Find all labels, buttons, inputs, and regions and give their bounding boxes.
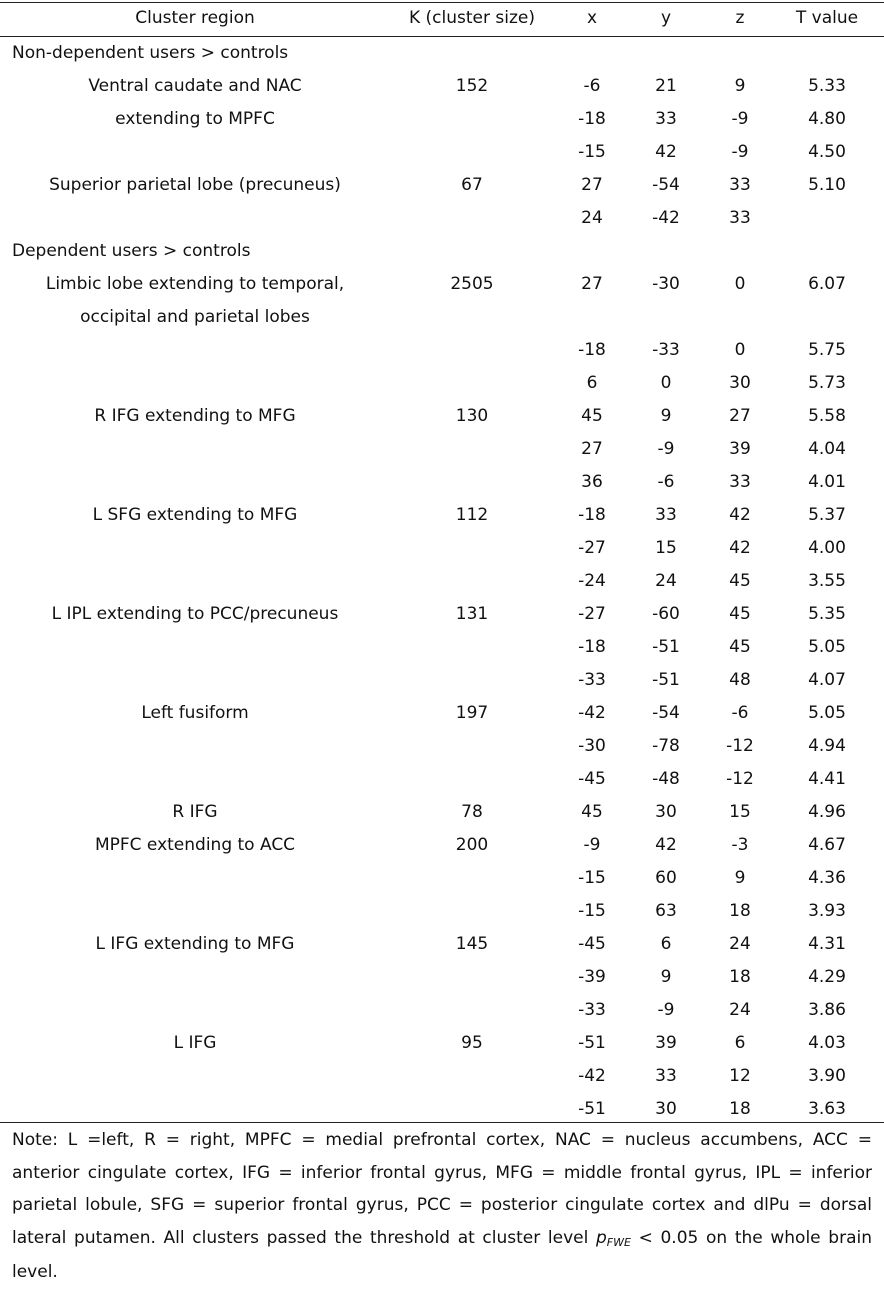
cell-t-value: 4.50: [808, 142, 846, 162]
table-row: [0, 631, 884, 664]
cell-t-value: 4.96: [808, 802, 846, 822]
cell-cluster-size: [403, 334, 541, 367]
cell-region: occipital and parietal lobes: [80, 307, 310, 327]
cell-y: -54: [652, 703, 680, 723]
table-bottom-rule: [0, 1122, 884, 1123]
cell-region: [20, 895, 370, 928]
table-row: [0, 895, 884, 928]
table-row: [0, 994, 884, 1027]
group-label: Dependent users > controls: [12, 241, 251, 261]
cell-t-value: 5.37: [808, 505, 846, 525]
cell-z: 15: [729, 802, 751, 822]
table-row: [0, 268, 884, 301]
cell-x: -51: [578, 1033, 606, 1053]
cell-x: -18: [578, 505, 606, 525]
cell-t-value: 4.01: [808, 472, 846, 492]
cell-region: Superior parietal lobe (precuneus): [49, 175, 341, 195]
cell-x: -42: [578, 703, 606, 723]
cell-cluster-size: 145: [455, 934, 489, 954]
cell-t-value: 3.93: [808, 901, 846, 921]
cell-z: -9: [731, 109, 749, 129]
cell-z: 42: [729, 505, 751, 525]
cell-z: 45: [729, 571, 751, 591]
p-value-subscript: FWE: [606, 1235, 631, 1249]
table-row: [0, 400, 884, 433]
cell-z: 27: [729, 406, 751, 426]
table-row: [0, 169, 884, 202]
cell-y: -42: [652, 208, 680, 228]
cell-cluster-size: [403, 532, 541, 565]
cell-t-value: 4.07: [808, 670, 846, 690]
cell-z: 18: [729, 967, 751, 987]
cell-z: 33: [729, 175, 751, 195]
cell-y: -60: [652, 604, 680, 624]
table-row: [0, 928, 884, 961]
group-label: Non-dependent users > controls: [12, 43, 289, 63]
cell-t-value: 5.05: [808, 703, 846, 723]
cell-t-value: 3.86: [808, 1000, 846, 1020]
cell-cluster-size: 197: [455, 703, 489, 723]
note-text: Note: L =left, R = right, MPFC = medial prefrontal cortex, NAC = nucleus accumbens, ACC = anterior cingulate cortex, IFG = inferior frontal gyrus, MFG = middle frontal gyrus, IPL = inferior parietal lobule, SFG = superior frontal gyrus, PCC = posterior cingulate cortex and dlPu = dorsal lateral putamen. All clusters passed the threshold at cluster level: [12, 1130, 872, 1248]
cell-cluster-size: 2505: [450, 274, 494, 294]
cell-cluster-size: [403, 466, 541, 499]
cell-region: L IFG extending to MFG: [95, 934, 295, 954]
cell-cluster-size: 152: [455, 76, 489, 96]
cell-z: 24: [729, 1000, 751, 1020]
cell-t-value: 5.35: [808, 604, 846, 624]
cell-region: [20, 433, 370, 466]
cell-x: -27: [578, 538, 606, 558]
cell-t-value: 4.29: [808, 967, 846, 987]
cell-cluster-size: [403, 202, 541, 235]
cell-z: 0: [734, 274, 746, 294]
cell-x: -15: [578, 142, 606, 162]
cell-x: -45: [578, 934, 606, 954]
cell-x: -42: [578, 1066, 606, 1086]
cell-x: -39: [578, 967, 606, 987]
header-t-value: T value: [795, 8, 859, 28]
cell-t-value: 4.67: [808, 835, 846, 855]
cell-z: 9: [734, 868, 746, 888]
cell-t-value: 4.41: [808, 769, 846, 789]
cell-y: 33: [655, 505, 677, 525]
cell-region: [20, 631, 370, 664]
cell-y: 30: [655, 802, 677, 822]
header-z: z: [735, 8, 745, 28]
cell-y: 21: [655, 76, 677, 96]
cell-x: -24: [578, 571, 606, 591]
cell-y: 9: [660, 967, 672, 987]
table-row: [0, 862, 884, 895]
cell-y: -6: [657, 472, 675, 492]
cell-z: 12: [729, 1066, 751, 1086]
cell-y: -51: [652, 670, 680, 690]
header-x: x: [586, 8, 598, 28]
table-row: [0, 433, 884, 466]
cell-cluster-size: [403, 763, 541, 796]
cell-region: [20, 994, 370, 1027]
cell-y: 33: [655, 109, 677, 129]
table-row: [0, 334, 884, 367]
cell-z: 0: [734, 340, 746, 360]
cell-x: -18: [578, 109, 606, 129]
cell-region: [20, 565, 370, 598]
header-y: y: [660, 8, 672, 28]
cell-t-value: 4.94: [808, 736, 846, 756]
cell-region: [20, 202, 370, 235]
cell-x: -9: [583, 835, 601, 855]
cell-y: 39: [655, 1033, 677, 1053]
cell-x: -15: [578, 901, 606, 921]
table-row: [0, 466, 884, 499]
cell-z: 18: [729, 1099, 751, 1119]
cell-region: [20, 136, 370, 169]
cell-cluster-size: [403, 1060, 541, 1093]
table-row: [0, 136, 884, 169]
cell-region: extending to MPFC: [115, 109, 275, 129]
cell-z: 39: [729, 439, 751, 459]
header-cluster-region: Cluster region: [135, 8, 255, 28]
table-header-row: [0, 2, 884, 35]
cell-x: 45: [581, 406, 603, 426]
cell-z: -9: [731, 142, 749, 162]
cell-cluster-size: [403, 565, 541, 598]
cell-z: 42: [729, 538, 751, 558]
cell-region: Limbic lobe extending to temporal,: [45, 274, 345, 294]
cell-t-value: 4.36: [808, 868, 846, 888]
cell-y: -48: [652, 769, 680, 789]
cell-y: 6: [660, 934, 672, 954]
cell-region: [20, 961, 370, 994]
cell-y: -54: [652, 175, 680, 195]
cell-region: [20, 367, 370, 400]
cell-x: -6: [583, 76, 601, 96]
cell-y: 15: [655, 538, 677, 558]
cell-t-value: 5.10: [808, 175, 846, 195]
table-row: [0, 103, 884, 136]
cell-z: 33: [729, 208, 751, 228]
cell-x: -30: [578, 736, 606, 756]
cell-y: 60: [655, 868, 677, 888]
cell-z: -6: [731, 703, 749, 723]
cell-z: 24: [729, 934, 751, 954]
cell-z: -12: [726, 769, 754, 789]
cell-t-value: 5.33: [808, 76, 846, 96]
cell-y: -9: [657, 439, 675, 459]
cell-t-value: 4.03: [808, 1033, 846, 1053]
table-row: [0, 499, 884, 532]
cell-cluster-size: [403, 433, 541, 466]
cell-cluster-size: [403, 103, 541, 136]
header-cluster-size: K (cluster size): [409, 8, 535, 28]
cell-x: -27: [578, 604, 606, 624]
cell-x: -33: [578, 670, 606, 690]
cell-cluster-size: [403, 994, 541, 1027]
cell-x: [555, 301, 629, 334]
cell-x: -18: [578, 637, 606, 657]
cell-t-value: 3.63: [808, 1099, 846, 1119]
cell-cluster-size: [403, 961, 541, 994]
group-header-row: [0, 235, 884, 268]
cell-t-value: 4.00: [808, 538, 846, 558]
cell-cluster-size: 95: [461, 1033, 483, 1053]
cell-y: 42: [655, 835, 677, 855]
cell-z: 6: [734, 1033, 746, 1053]
cell-cluster-size: [403, 862, 541, 895]
cell-z: 33: [729, 472, 751, 492]
cell-cluster-size: [403, 136, 541, 169]
table-row: [0, 202, 884, 235]
table-row: [0, 796, 884, 829]
table-row: [0, 367, 884, 400]
cell-x: 24: [581, 208, 603, 228]
table-row: [0, 961, 884, 994]
table-row: [0, 532, 884, 565]
cell-t-value: 5.75: [808, 340, 846, 360]
cell-t-value: 3.55: [808, 571, 846, 591]
cell-z: 30: [729, 373, 751, 393]
cell-y: -51: [652, 637, 680, 657]
cell-x: 27: [581, 439, 603, 459]
cell-region: Left fusiform: [141, 703, 249, 723]
cell-t-value: 3.90: [808, 1066, 846, 1086]
cell-x: -33: [578, 1000, 606, 1020]
cell-region: R IFG: [172, 802, 218, 822]
cell-z: 45: [729, 604, 751, 624]
cell-z: -12: [726, 736, 754, 756]
cell-y: 24: [655, 571, 677, 591]
cell-t-value: [777, 202, 877, 235]
table-row: [0, 697, 884, 730]
cell-y: [629, 301, 703, 334]
table-row: [0, 664, 884, 697]
cell-region: [20, 334, 370, 367]
cell-t-value: 4.31: [808, 934, 846, 954]
cell-cluster-size: [403, 730, 541, 763]
cell-z: 48: [729, 670, 751, 690]
cell-region: [20, 862, 370, 895]
cell-x: 27: [581, 175, 603, 195]
table-row: [0, 301, 884, 334]
cell-z: 45: [729, 637, 751, 657]
cell-x: 45: [581, 802, 603, 822]
cell-cluster-size: [403, 367, 541, 400]
cell-cluster-size: 200: [455, 835, 489, 855]
cell-y: 33: [655, 1066, 677, 1086]
p-value-symbol: p: [595, 1227, 607, 1248]
cell-cluster-size: [403, 631, 541, 664]
cell-t-value: 5.58: [808, 406, 846, 426]
cell-y: -78: [652, 736, 680, 756]
cell-region: [20, 466, 370, 499]
table-row: [0, 565, 884, 598]
cell-region: [20, 532, 370, 565]
table-row: [0, 730, 884, 763]
table-row: [0, 1060, 884, 1093]
cell-x: 36: [581, 472, 603, 492]
table-row: [0, 598, 884, 631]
table-row: [0, 1027, 884, 1060]
cell-z: 18: [729, 901, 751, 921]
cell-region: L SFG extending to MFG: [92, 505, 298, 525]
table-row: [0, 70, 884, 103]
cell-t-value: 5.73: [808, 373, 846, 393]
cell-cluster-size: [403, 895, 541, 928]
cell-y: 0: [660, 373, 672, 393]
cell-x: -18: [578, 340, 606, 360]
cell-y: 9: [660, 406, 672, 426]
cell-cluster-size: 78: [461, 802, 483, 822]
cell-z: [703, 301, 777, 334]
cell-y: 63: [655, 901, 677, 921]
cell-cluster-size: 112: [455, 505, 489, 525]
cell-t-value: 4.80: [808, 109, 846, 129]
table-row: [0, 829, 884, 862]
cell-x: 6: [586, 373, 598, 393]
cell-region: Ventral caudate and NAC: [88, 76, 302, 96]
cell-z: 9: [734, 76, 746, 96]
cell-region: MPFC extending to ACC: [94, 835, 296, 855]
cell-cluster-size: 130: [455, 406, 489, 426]
cell-y: -33: [652, 340, 680, 360]
cell-t-value: 6.07: [808, 274, 846, 294]
cell-cluster-size: [403, 664, 541, 697]
cell-x: 27: [581, 274, 603, 294]
table-row: [0, 763, 884, 796]
cell-y: 30: [655, 1099, 677, 1119]
cell-cluster-size: [403, 301, 541, 334]
cell-z: -3: [731, 835, 749, 855]
cell-region: R IFG extending to MFG: [94, 406, 296, 426]
group-header-row: [0, 37, 884, 70]
cell-region: L IFG: [173, 1033, 217, 1053]
table-note: [12, 1124, 872, 1289]
cell-t-value: [777, 301, 877, 334]
cell-t-value: 5.05: [808, 637, 846, 657]
cell-x: -45: [578, 769, 606, 789]
cell-cluster-size: 67: [461, 175, 483, 195]
cell-region: [20, 730, 370, 763]
cell-x: -51: [578, 1099, 606, 1119]
cell-y: -30: [652, 274, 680, 294]
cell-region: [20, 763, 370, 796]
cell-cluster-size: 131: [455, 604, 489, 624]
note-text-end: < 0.05 on the whole brain level.: [12, 1227, 872, 1282]
cell-t-value: 4.04: [808, 439, 846, 459]
cell-region: [20, 1060, 370, 1093]
cell-y: 42: [655, 142, 677, 162]
cell-region: L IPL extending to PCC/precuneus: [51, 604, 339, 624]
cell-x: -15: [578, 868, 606, 888]
cell-region: [20, 664, 370, 697]
cell-y: -9: [657, 1000, 675, 1020]
